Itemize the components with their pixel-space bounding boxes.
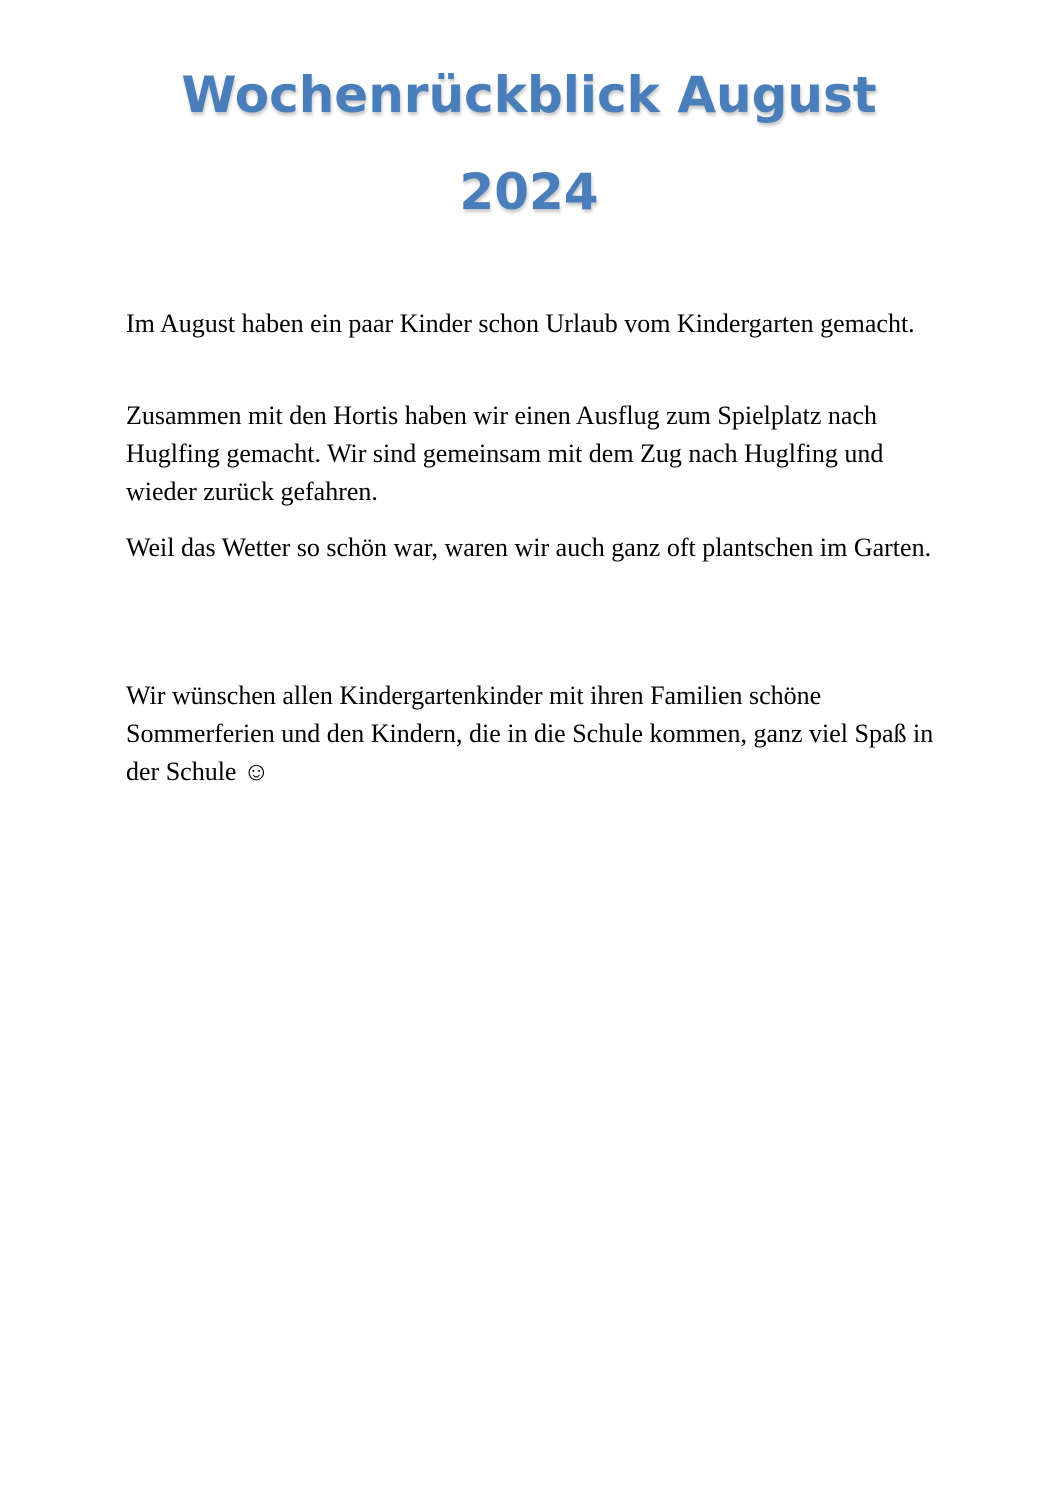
paragraph-wuensche: Wir wünschen allen Kindergartenkinder mit ihren Familien schöne Sommerferien und den Kindern, die in die Schule kommen, ganz viel Spaß in der Schule ☺ — [126, 681, 934, 786]
page-title-line-2: 2024 — [459, 163, 599, 221]
page-title-line-1: Wochenrückblick August — [181, 66, 877, 124]
paragraph-wetter: Weil das Wetter so schön war, waren wir auch ganz oft plantschen im Garten. — [126, 533, 932, 562]
paragraph-urlaub: Im August haben ein paar Kinder schon Urlaub vom Kindergarten gemacht. — [126, 309, 915, 338]
paragraph-ausflug: Zusammen mit den Hortis haben wir einen Ausflug zum Spielplatz nach Huglfing gemacht. Wir sind gemeinsam mit dem Zug nach Huglfing und wieder zurück gefahren. — [126, 401, 884, 506]
